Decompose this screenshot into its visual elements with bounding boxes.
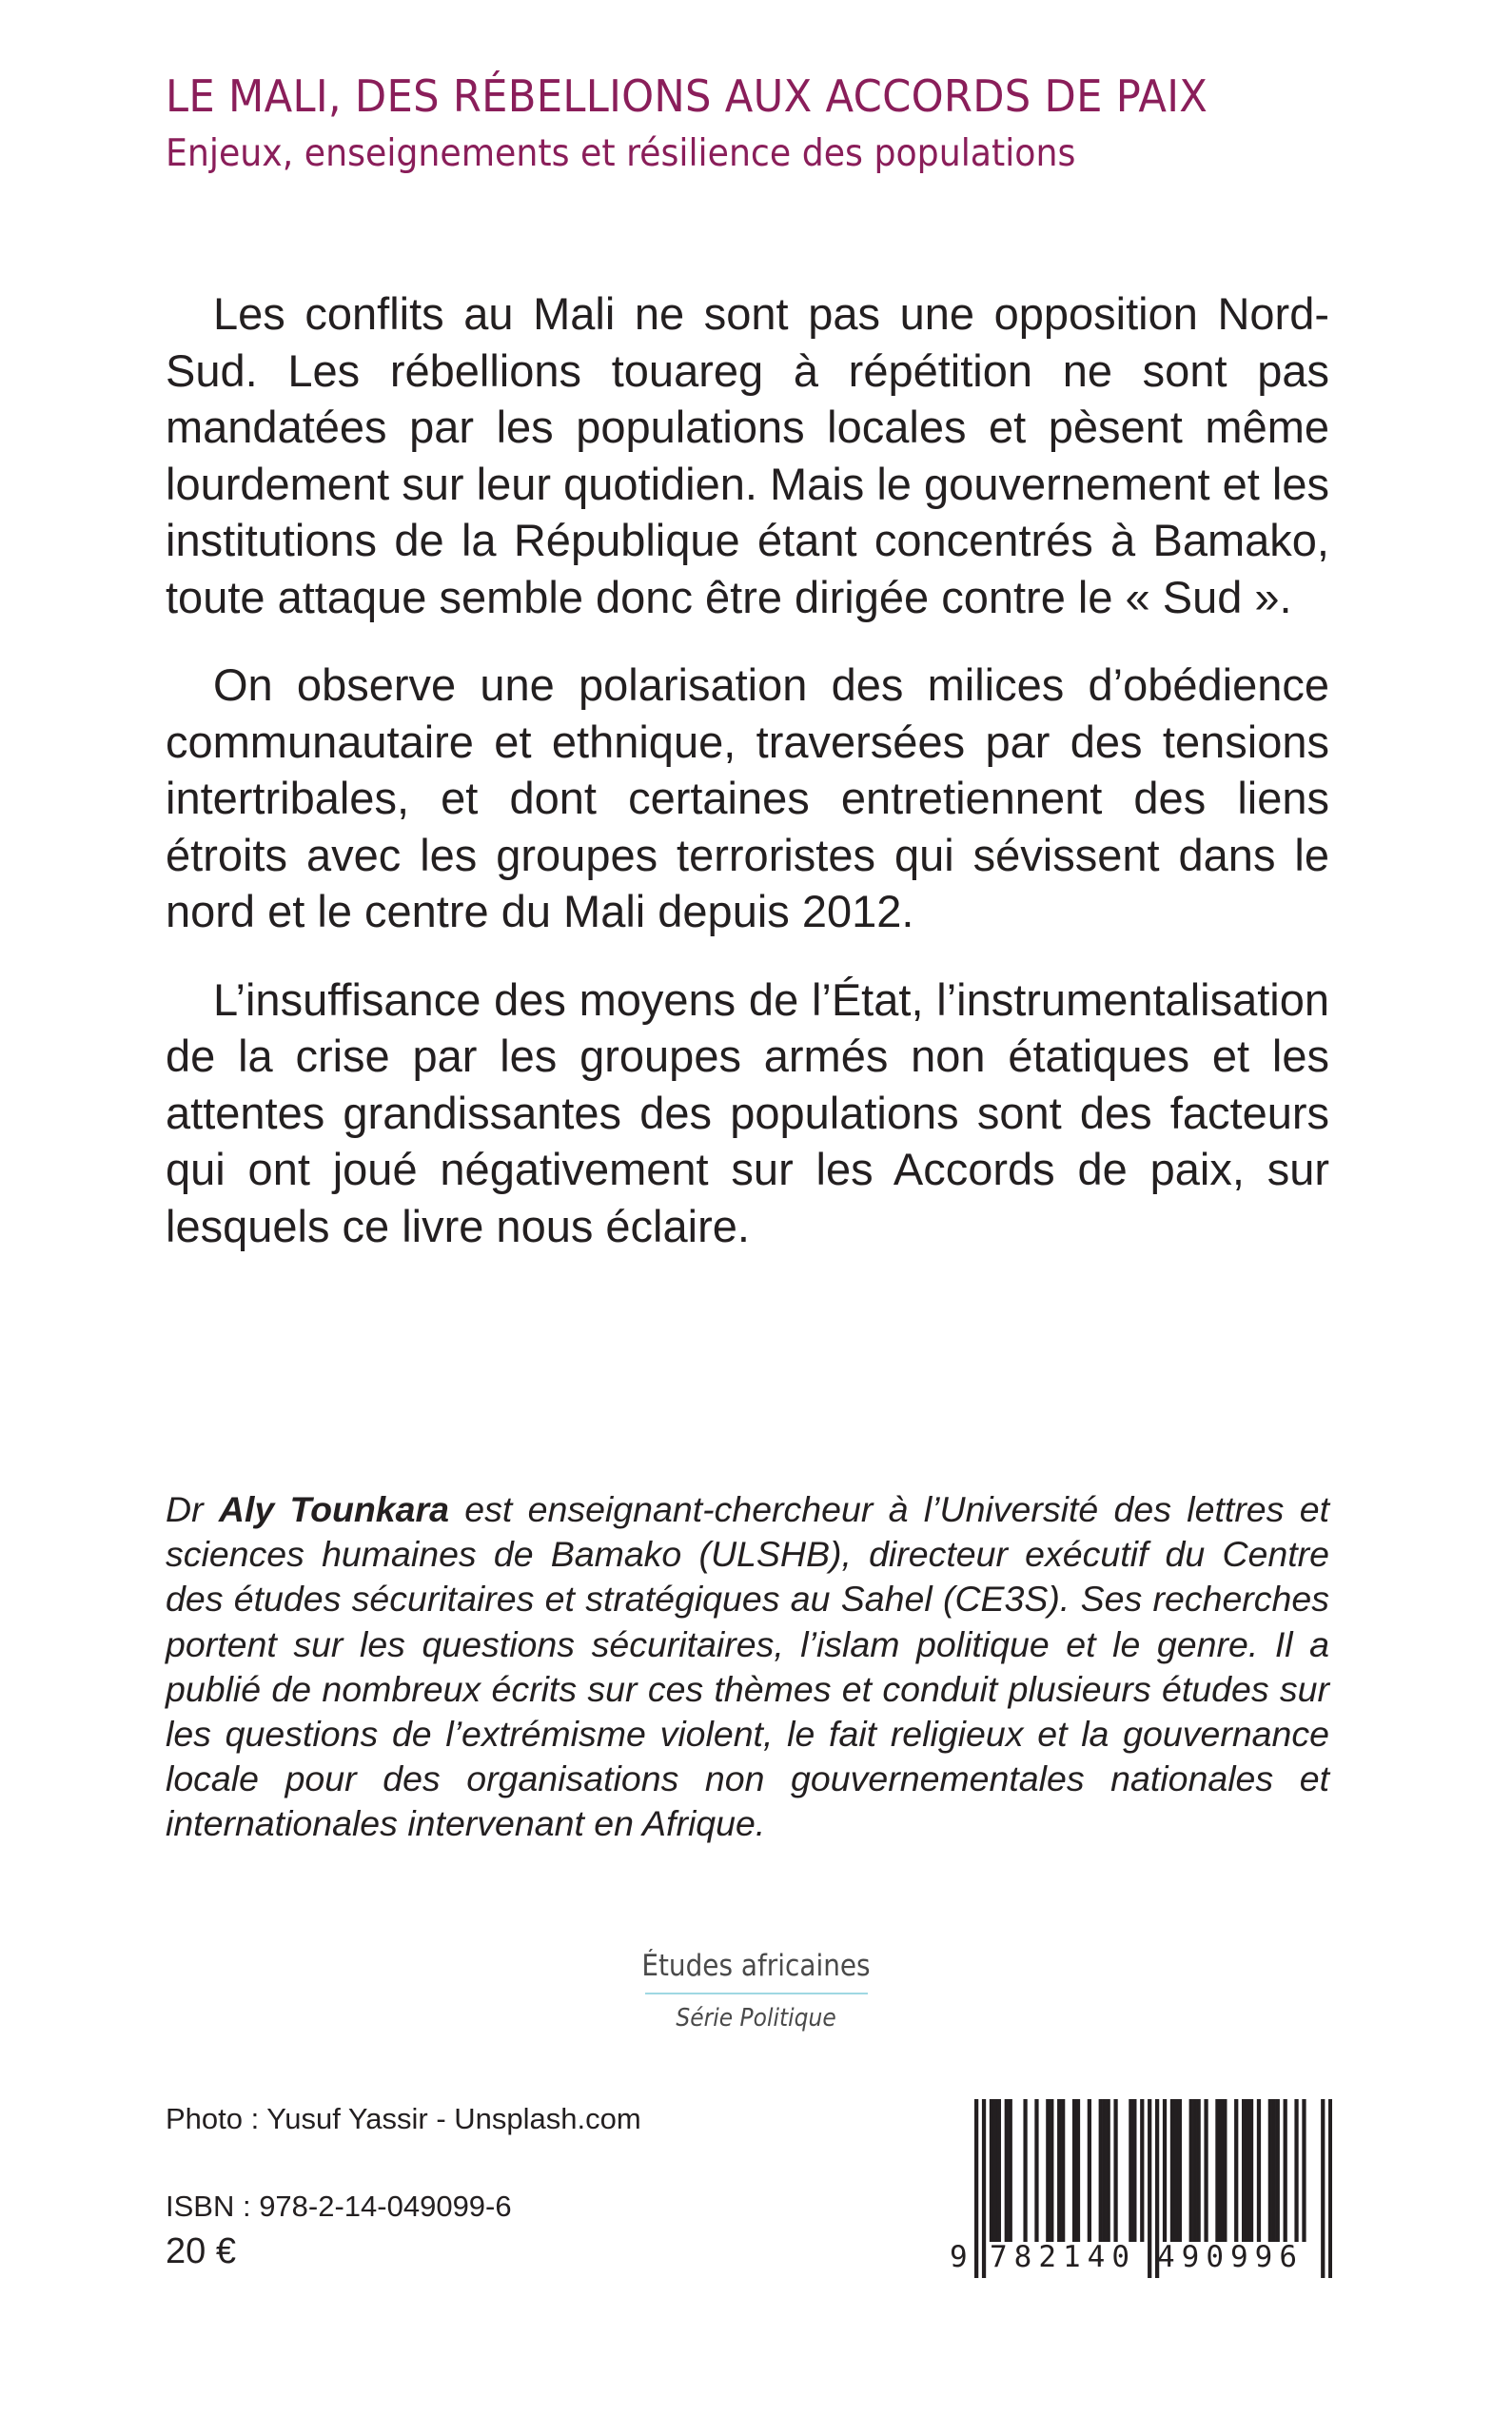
barcode-bar	[1148, 2099, 1151, 2278]
barcode-bar	[1197, 2099, 1201, 2242]
barcode-bar	[1170, 2099, 1174, 2242]
book-title: LE MALI, DES RÉBELLIONS AUX ACCORDS DE PAIX	[166, 70, 1208, 122]
barcode-bar	[1140, 2099, 1144, 2242]
barcode-bar	[1023, 2099, 1027, 2242]
barcode-bar	[1242, 2099, 1246, 2242]
barcode-bar	[1129, 2099, 1132, 2242]
barcode-bar	[1257, 2099, 1261, 2242]
barcode-bar	[1204, 2099, 1208, 2242]
series-subseries: Série Politique	[676, 2004, 836, 2033]
barcode-bar	[1009, 2099, 1012, 2242]
barcode-bar	[1057, 2099, 1061, 2242]
barcode-bar	[1268, 2099, 1272, 2242]
barcode-bar	[1246, 2099, 1249, 2242]
author-name: Aly Tounkara	[218, 1489, 449, 1529]
barcode-bar	[1249, 2099, 1253, 2242]
photo-credit: Photo : Yusuf Yassir - Unsplash.com	[166, 2102, 641, 2135]
summary-paragraph: L’insuffisance des moyens de l’État, l’instrumentalisation de la crise par les groupes armés non étatiques et les attentes grandissantes des populations sont des facteurs qui ont joué négativement sur les Accords de paix, sur lesquels ce livre nous éclaire.	[166, 973, 1329, 1251]
barcode-bar	[1321, 2099, 1325, 2278]
author-bio-text: est enseignant-chercheur à l’Université des lettres et sciences humaines de Bamako (ULSHB), directeur exécutif du Centre des études sécuritaires et stratégiques au Sahel (CE3S). Ses recherches portent sur les questions sécuritaires, l’islam politique et le genre. Il a publié de nombreux écrits sur ces thèmes et conduit plusieurs études sur les questions de l’extrémisme violent, le fait religieux et la gouvernance locale pour des organisations non gouvernementales nationales et internationales intervenant en Afrique.	[166, 1489, 1330, 1844]
barcode-bar	[1219, 2099, 1223, 2242]
barcode-bar	[1034, 2099, 1038, 2242]
barcode-bar	[1174, 2099, 1178, 2242]
barcode-bar	[1302, 2099, 1306, 2242]
barcode-bar	[1294, 2099, 1298, 2242]
barcode-bar	[1099, 2099, 1103, 2242]
barcode-bar	[1132, 2099, 1136, 2242]
barcode-bar	[1272, 2099, 1276, 2242]
price: 20 €	[166, 2231, 236, 2271]
barcode-bar	[1328, 2099, 1332, 2278]
barcode-bar	[1276, 2099, 1280, 2242]
barcode-bar	[974, 2099, 978, 2278]
barcode-bar	[993, 2099, 997, 2242]
barcode-bar	[997, 2099, 1001, 2242]
barcode-bar	[1193, 2099, 1197, 2242]
barcode-bar	[1088, 2099, 1091, 2242]
series-logo	[0, 1949, 1512, 2033]
barcode-bar	[1076, 2099, 1080, 2242]
summary-text	[166, 285, 1329, 1286]
summary-paragraph: Les conflits au Mali ne sont pas une opposition Nord-Sud. Les rébellions touareg à répétition ne sont pas mandatées par les populations locales et pèsent même lourdement sur leur quotidien. Mais le gouvernement et les institutions de la République étant concentrés à Bamako, toute attaque semble donc être dirigée contre le « Sud ».	[166, 288, 1329, 622]
barcode-bar	[1061, 2099, 1065, 2242]
barcode-bar	[1113, 2099, 1117, 2242]
series-divider	[645, 1993, 868, 1994]
barcode-bar	[1163, 2099, 1167, 2242]
barcode-bar	[1284, 2099, 1287, 2242]
barcode-bar	[1215, 2099, 1219, 2242]
series-name: Études africaines	[641, 1949, 871, 1983]
barcode-bar	[1189, 2099, 1193, 2242]
author-prefix: Dr	[166, 1489, 219, 1529]
barcode-bar	[1005, 2099, 1009, 2242]
isbn: ISBN : 978-2-14-049099-6	[166, 2190, 512, 2223]
book-subtitle: Enjeux, enseignements et résilience des populations	[166, 132, 1076, 175]
barcode-bar	[1046, 2099, 1050, 2242]
barcode-bar	[1103, 2099, 1107, 2242]
barcode-bar	[1072, 2099, 1076, 2242]
author-bio	[166, 1487, 1329, 1847]
barcode-left-digits: 782140	[990, 2240, 1136, 2274]
barcode-bar	[990, 2099, 993, 2242]
barcode-bar	[982, 2099, 986, 2278]
summary-paragraph: On observe une polarisation des milices d’obédience communautaire et ethnique, traversées par des tensions intertribales, et dont certaines entretiennent des liens étroits avec les groupes terroristes qui sévissent dans le nord et le centre du Mali depuis 2012.	[166, 659, 1329, 936]
barcode-right-digits: 490996	[1157, 2240, 1304, 2274]
barcode-bar	[1178, 2099, 1182, 2242]
barcode-bar	[1223, 2099, 1227, 2242]
barcode-bar	[1107, 2099, 1110, 2242]
barcode-first-digit: 9	[950, 2240, 968, 2274]
barcode-bar	[1234, 2099, 1238, 2242]
barcode-bar	[1050, 2099, 1053, 2242]
